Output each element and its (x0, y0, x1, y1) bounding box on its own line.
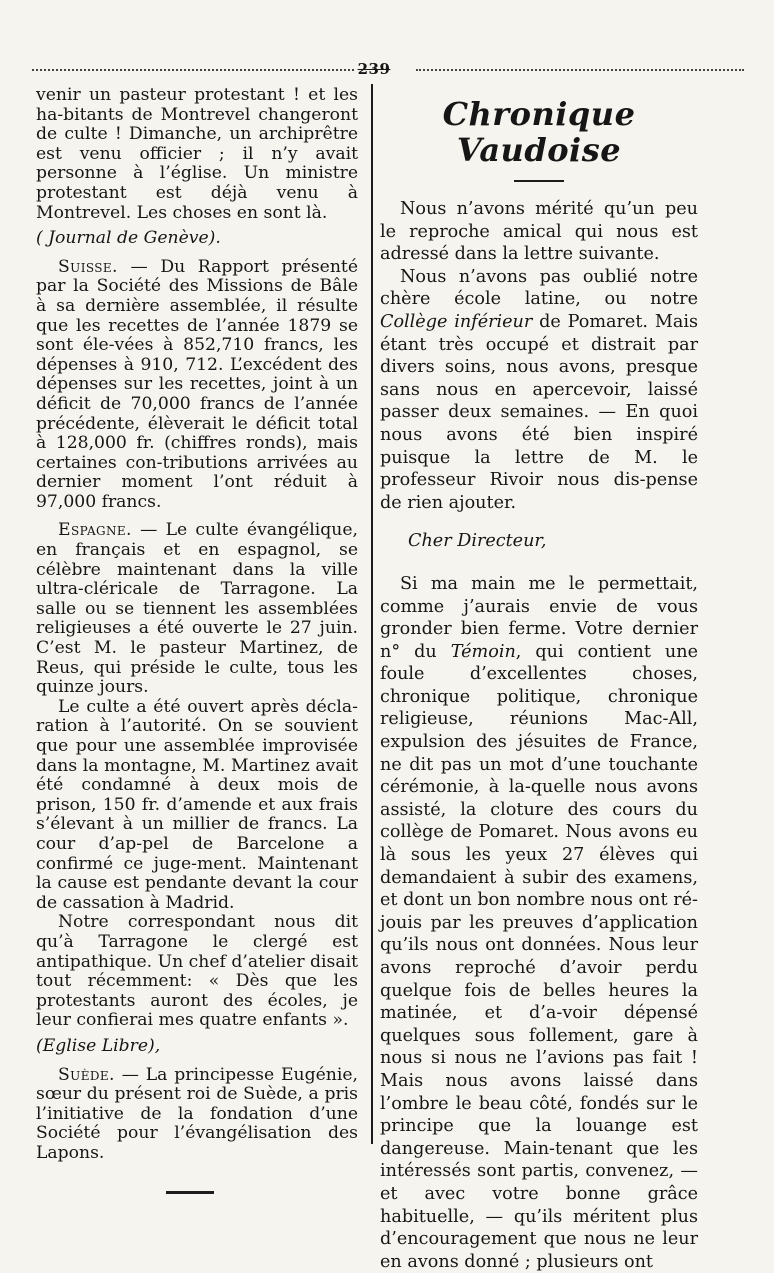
espagne-paragraph-2: Le culte a été ouvert après décla-ration à l’autorité. On se souvient que pour une assemblée improvisée dans la montagne, M. Martinez avait été condamné à deux mois de prison, 150 fr. d’amende et aux frais s’élevant à un millier de francs. La cour d’ap-pel de Barcelone a confirmé ce juge-ment. Maintenant la cause est pendante devant la cour de cassation à Madrid. (36, 696, 358, 913)
p3-italic: Témoin (450, 641, 516, 662)
chronique-paragraph-2 (380, 266, 698, 515)
intro-paragraph: venir un pasteur protestant ! et les ha-bitants de Montrevel changeront de culte ! Dimanche, un archiprêtre est venu officier ; il n’y avait personne à l’église. Un ministre protestant est déjà venu à Montrevel. Les choses en sont là. (36, 85, 358, 223)
column-divider (371, 84, 373, 1144)
p3-text-before: Si ma main me le permettait, comme j’aurais envie de vous gronder bien ferme. Votre dernier n° du (380, 573, 698, 662)
suede-text: — La principesse Eugénie, sœur du présent roi de Suède, a pris l’initiative de la fondation d’une Société pour l’évangélisation des Lapons. (36, 1064, 358, 1163)
espagne-source: (Eglise Libre), (36, 1035, 161, 1056)
letter-salutation: Cher Directeur, (408, 531, 547, 552)
chronique-heading: Chronique Vaudoise (442, 95, 636, 169)
heading-dash (514, 180, 564, 182)
suisse-paragraph (36, 258, 358, 513)
chronique-paragraph-1: Nous n’avons mérité qu’un peu le reproche amical qui nous est adressé dans la lettre suivante. (380, 199, 698, 265)
espagne-paragraph (36, 521, 358, 697)
header-ornament-right (416, 69, 744, 74)
p3-text-after: , qui contient une foule d’excellentes choses, chronique politique, chronique religieuse, réunions Mac-All, expulsion des jésuites de France, ne dit pas un mot d’une touchante cérémonie, à la-quelle nous avons assisté, la cloture des cours du collège de Pomaret. Nous avons eu là sous les yeux 27 élèves qui demandaient à subir des examens, et dont un bon nombre nous ont ré-jouis par les preuves d’application qu’ils nous ont données. Nous leur avons reproché d’avoir perdu quelque fois de belles heures la matinée, et d’a-voir dépensé quelques sous follement, gare à nous si nous ne l’avions pas fait ! Mais nous avons laissé dans l’ombre le beau côté, fondés sur le principe que la louange est dangereuse. Main-tenant que les intéressés sont partis, convenez, — et avec votre bonne grâce habituelle, — qu’ils méritent plus d’encouragement que nous ne leur en avons donné ; plusieurs ont (380, 641, 698, 1272)
right-column (380, 86, 698, 1273)
letter-paragraph (380, 573, 698, 1273)
header-ornament-left (32, 69, 354, 74)
intro-source: ( Journal de Genève). (36, 228, 221, 249)
suede-label: Suède. (58, 1064, 115, 1085)
suisse-label: Suisse. (58, 256, 118, 277)
section-end-rule (166, 1191, 214, 1194)
left-column (36, 86, 358, 1194)
p2-text-before: Nous n’avons pas oublié notre chère école latine, ou notre (380, 266, 698, 310)
p2-italic: Collège inférieur (380, 311, 533, 332)
page-number: 239 (357, 60, 391, 78)
espagne-label: Espagne. (58, 520, 132, 541)
suisse-text: — Du Rapport présenté par la Société des Missions de Bâle à sa dernière assemblée, il résulte que les recettes de l’année 1879 se sont éle-vées à 852,710 francs, les dépenses à 910, 712. L’excédent des dépenses sur les recettes, joint à un déficit de 70,000 francs de l’année précédente, élèverait le déficit total à 128,000 fr. (chiffres ronds), mais certaines con-tributions arrivées au dernier moment l’ont réduit à 97,000 francs. (36, 256, 358, 512)
p2-text-after: de Pomaret. Mais étant très occupé et distrait par divers soins, nous avons, presque sans nous en apercevoir, laissé passer deux semaines. — En quoi nous avons été bien inspiré puisque la lettre de M. le professeur Rivoir nous dis-pense de rien ajouter. (380, 311, 698, 513)
espagne-text: — Le culte évangélique, en français et en espagnol, se célèbre maintenant dans la ville ultra-cléricale de Tarragone. La salle ou se tiennent les assemblées religieuses a été ouverte le 27 juin. C’est M. le pasteur Martinez, de Reus, qui préside le culte, tous les quinze jours. (36, 520, 358, 698)
espagne-paragraph-3: Notre correspondant nous dit qu’à Tarragone le clergé est antipathique. Un chef d’atelier disait tout récemment: « Dès que les protestants auront des écoles, je leur confierai mes quatre enfants ». (36, 912, 358, 1031)
suede-paragraph (36, 1066, 358, 1164)
